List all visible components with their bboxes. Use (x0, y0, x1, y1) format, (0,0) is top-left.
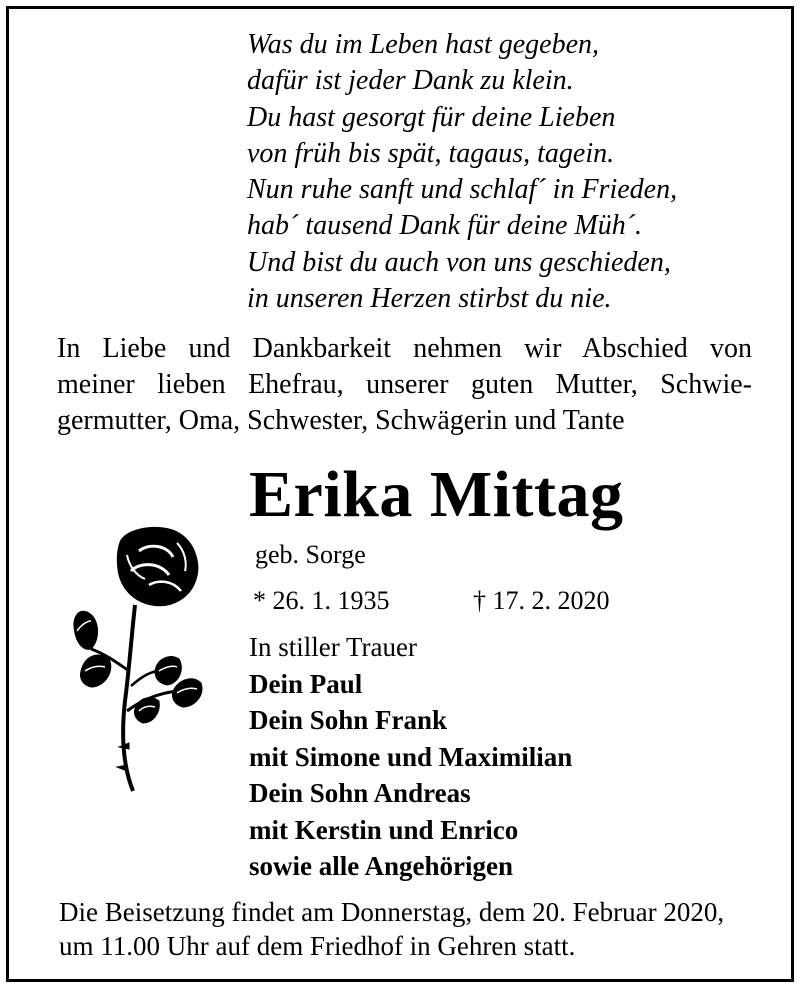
intro-line: meiner lieben Ehefrau, unserer guten Mutter, Schwie- (57, 369, 752, 400)
mourners-block (249, 629, 572, 885)
poem-line: von früh bis spät, tagaus, tagein. (247, 137, 615, 169)
intro-line: In Liebe und Dankbarkeit nehmen wir Abschied von (57, 333, 752, 364)
maiden-name: geb. Sorge (255, 540, 366, 569)
mourner-name: Dein Paul (249, 668, 363, 699)
mourner-name: mit Kerstin und Enrico (249, 814, 519, 845)
mourner-name: Dein Sohn Frank (249, 705, 448, 735)
death-date: † 17. 2. 2020 (473, 586, 610, 615)
mourner-name: sowie alle Angehörigen (249, 851, 513, 881)
poem-line: hab´ tausend Dank für deine Müh´. (247, 210, 643, 242)
deceased-name: Erika Mittag (249, 458, 624, 531)
mourners-heading: In stiller Trauer (249, 632, 417, 662)
mourner-name: Dein Sohn Andreas (249, 778, 471, 808)
rose-icon (69, 521, 209, 803)
poem-line: in unseren Herzen stirbst du nie. (247, 283, 612, 315)
mourner-name: mit Simone und Maximilian (249, 741, 573, 772)
intro-line: germutter, Oma, Schwester, Schwägerin und Tante (57, 405, 625, 436)
poem-line: Und bist du auch von uns geschieden, (247, 246, 671, 278)
obituary-notice (6, 6, 794, 982)
poem-line: Nun ruhe sanft und schlaf´ in Frieden, (247, 174, 678, 206)
poem-line: Du hast gesorgt für deine Lieben (247, 101, 616, 133)
funeral-line: um 11.00 Uhr auf dem Friedhof in Gehren statt. (59, 931, 576, 961)
funeral-line: Die Beisetzung findet am Donnerstag, dem 20. Februar 2020, (59, 897, 725, 927)
birth-date: * 26. 1. 1935 (253, 586, 390, 615)
poem-line: Was du im Leben hast gegeben, (247, 29, 600, 60)
intro-text (57, 331, 752, 439)
poem-line: dafür ist jeder Dank zu klein. (247, 65, 574, 97)
poem (247, 27, 787, 317)
funeral-info (59, 895, 779, 963)
